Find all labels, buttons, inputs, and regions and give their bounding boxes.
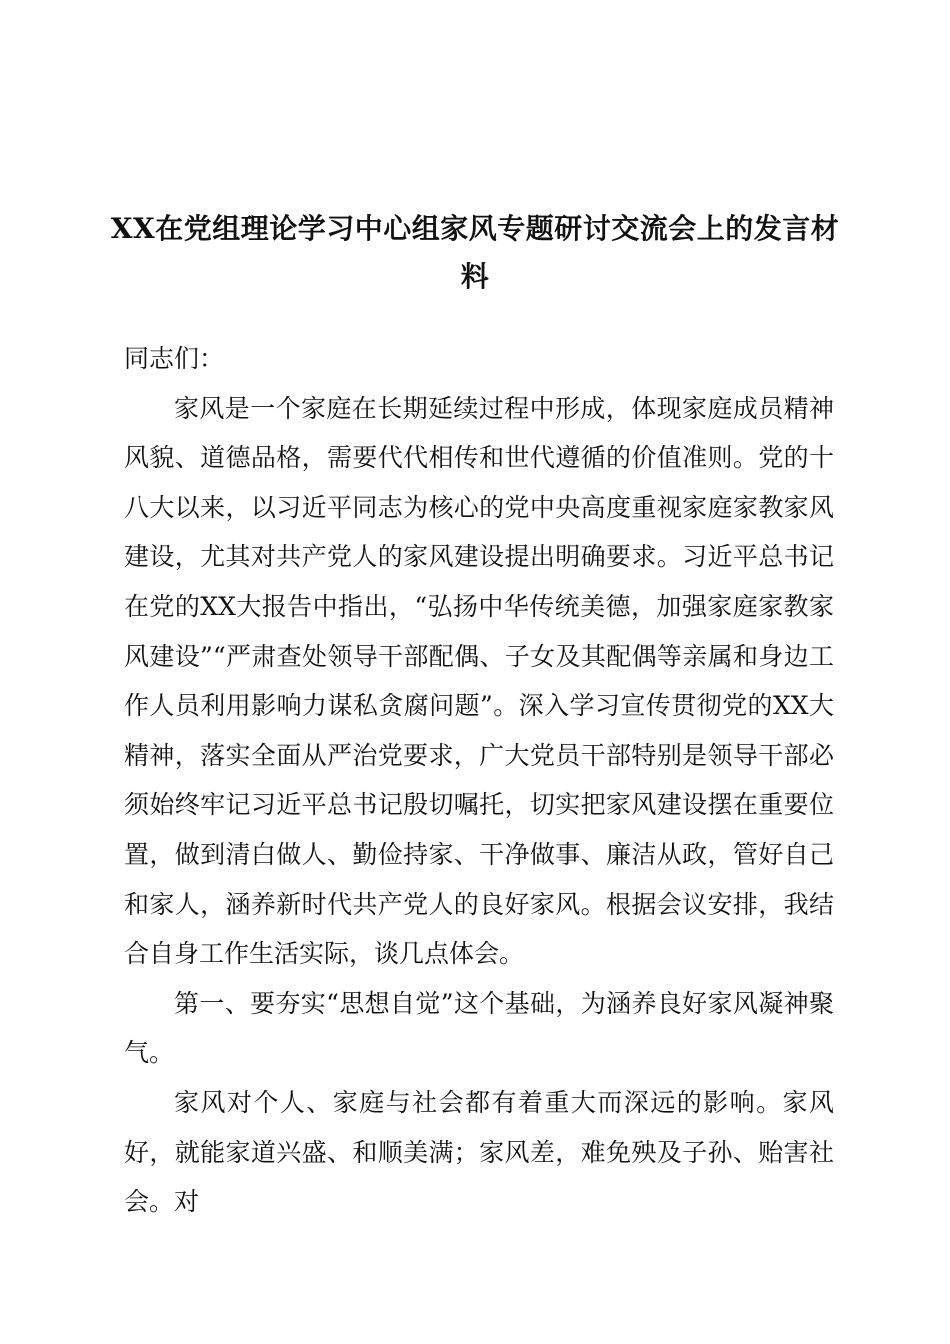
document-body xyxy=(124,334,834,1227)
greeting: 同志们： xyxy=(124,344,225,373)
paragraph-intro: 家风是一个家庭在长期延续过程中形成，体现家庭成员精神风貌、道德品格，需要代代相传和世代遵循的价值准则。党的十八大以来，以习近平同志为核心的党中央高度重视家庭家教家风建设，尤其对共产党人的家风建设提出明确要求。习近平总书记在党的XX大报告中指出，“弘扬中华传统美德，加强家庭家教家风建设”“严肃查处领导干部配偶、子女及其配偶等亲属和身边工作人员利用影响力谋私贪腐问题”。深入学习宣传贯彻党的XX大精神，落实全面从严治党要求，广大党员干部特别是领导干部必须始终牢记习近平总书记殷切嘱托，切实把家风建设摆在重要位置，做到清白做人、勤俭持家、干净做事、廉洁从政，管好自己和家人，涵养新时代共产党人的良好家风。根据会议安排，我结合自身工作生活实际，谈几点体会。 xyxy=(124,393,834,969)
document-title: XX在党组理论学习中心组家风专题研讨交流会上的发言材料 xyxy=(110,212,840,293)
paragraph-family-style: 家风对个人、家庭与社会都有着重大而深远的影响。家风好，就能家道兴盛、和顺美满；家风差，难免殃及子孙、贻害社会。对 xyxy=(124,1087,834,1217)
paragraph-heading-first: 第一、要夯实“思想自觉”这个基础，为涵养良好家风凝神聚气。 xyxy=(124,988,834,1068)
